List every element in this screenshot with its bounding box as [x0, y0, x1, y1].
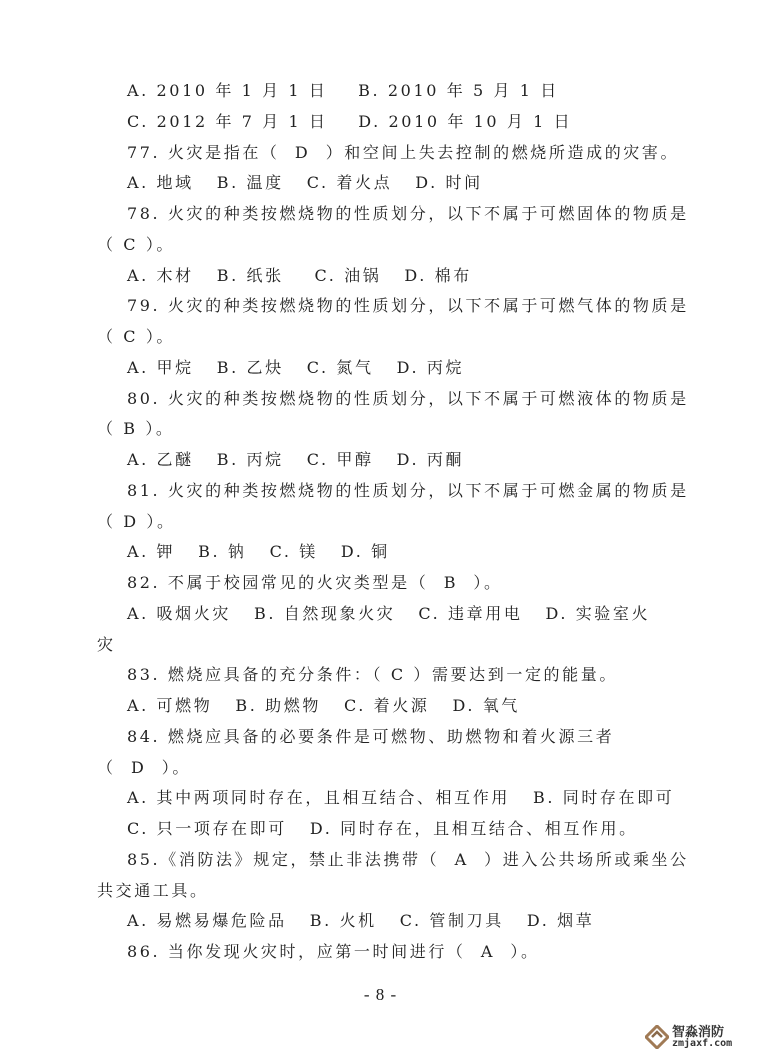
document-body: [97, 76, 697, 968]
text-line: 83. 燃烧应具备的充分条件：（ C ）需要达到一定的能量。: [127, 665, 618, 685]
text-line: 81. 火灾的种类按燃烧物的性质划分，以下不属于可燃金属的物质是: [127, 480, 689, 500]
page-number: - 8 -: [363, 985, 398, 1004]
text-line: （ C ）。: [97, 327, 176, 346]
text-line: 灾: [97, 634, 116, 654]
text-line: A. 易燃易爆危险品 B. 火机 C. 管制刀具 D. 烟草: [127, 911, 595, 931]
text-line: （ D ）。: [97, 757, 191, 777]
watermark-url: zmjaxf.com: [672, 1037, 733, 1049]
text-line: A. 其中两项同时存在，且相互结合、相互作用 B. 同时存在即可: [127, 788, 675, 808]
diamond-logo-icon: [645, 1025, 669, 1049]
text-line: （ B ）。: [97, 419, 175, 439]
text-line: A. 乙醚 B. 丙烷 C. 甲醇 D. 丙酮: [127, 450, 465, 469]
text-line: 共交通工具。: [97, 880, 209, 900]
text-line: C. 只一项存在即可 D. 同时存在，且相互结合、相互作用。: [127, 819, 638, 838]
text-line: A. 2010 年 1 月 1 日 B. 2010 年 5 月 1 日: [127, 81, 559, 100]
text-line: A. 吸烟火灾 B. 自然现象火灾 C. 违章用电 D. 实验室火: [127, 603, 651, 623]
text-line: 79. 火灾的种类按燃烧物的性质划分，以下不属于可燃气体的物质是: [127, 296, 689, 316]
text-line: （ C ）。: [97, 234, 176, 254]
text-line: （ D ）。: [97, 511, 176, 531]
text-line: 80. 火灾的种类按燃烧物的性质划分，以下不属于可燃液体的物质是: [127, 388, 689, 408]
text-line: A. 地域 B. 温度 C. 着火点 D. 时间: [127, 173, 483, 193]
text-line: 78. 火灾的种类按燃烧物的性质划分，以下不属于可燃固体的物质是: [127, 204, 689, 223]
text-line: 82. 不属于校园常见的火灾类型是（ B ）。: [127, 573, 503, 592]
text-line: 86. 当你发现火灾时，应第一时间进行（ A ）。: [127, 942, 540, 961]
text-line: 84. 燃烧应具备的必要条件是可燃物、助燃物和着火源三者: [127, 726, 615, 746]
text-line: A. 甲烷 B. 乙炔 C. 氮气 D. 丙烷: [127, 357, 465, 377]
text-line: A. 木材 B. 纸张 C. 油锅 D. 棉布: [127, 265, 472, 285]
text-line: A. 可燃物 B. 助燃物 C. 着火源 D. 氧气: [127, 696, 520, 715]
text-line: A. 钾 B. 钠 C. 镁 D. 铜: [127, 542, 390, 562]
watermark-logo: [645, 1025, 732, 1049]
text-line: 85.《消防法》规定，禁止非法携带（ A ）进入公共场所或乘坐公: [127, 849, 689, 869]
watermark-name: 智淼消防: [672, 1024, 725, 1040]
text-line: C. 2012 年 7 月 1 日 D. 2010 年 10 月 1 日: [127, 111, 573, 131]
text-line: 77. 火灾是指在（ D ）和空间上失去控制的燃烧所造成的灾害。: [127, 142, 680, 162]
